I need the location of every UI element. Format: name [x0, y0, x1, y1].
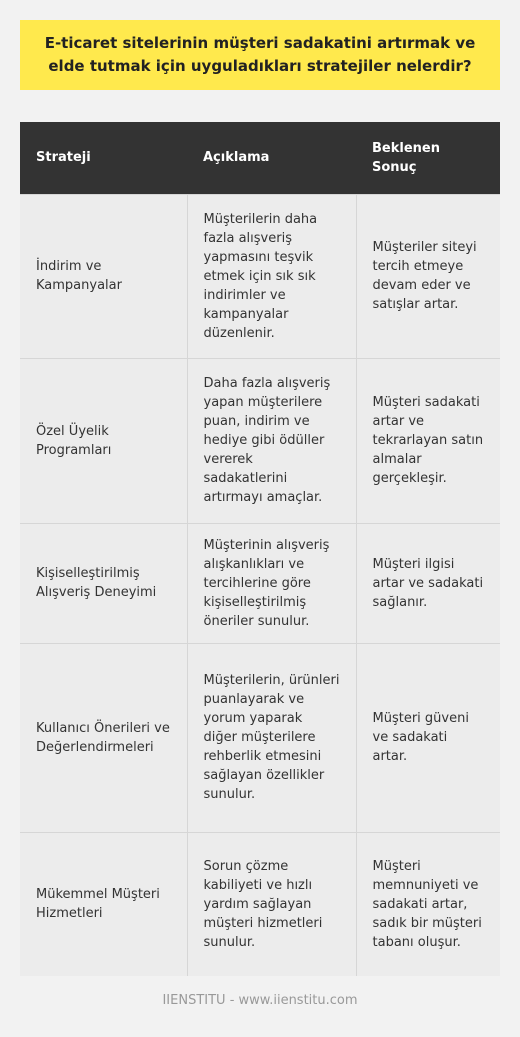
cell-result: Müşteri güveni ve sadakati artar. — [356, 643, 500, 832]
cell-result: Müşteri ilgisi artar ve sadakati sağlanır. — [356, 523, 500, 643]
cell-strategy: Mükemmel Müşteri Hizmetleri — [20, 832, 187, 976]
strategy-table — [20, 122, 500, 976]
table-row — [20, 832, 500, 976]
table-header-row — [20, 122, 500, 194]
cell-strategy: Kullanıcı Önerileri ve Değerlendirmeleri — [20, 643, 187, 832]
cell-description: Müşterilerin daha fazla alışveriş yapmasını teşvik etmek için sık sık indirimler ve kampanyalar düzenlenir. — [187, 194, 356, 358]
cell-result: Müşteri memnuniyeti ve sadakati artar, sadık bir müşteri tabanı oluşur. — [356, 832, 500, 976]
header-result: Beklenen Sonuç — [356, 122, 500, 194]
question-title: E-ticaret sitelerinin müşteri sadakatini artırmak ve elde tutmak için uyguladıkları stratejiler nelerdir? — [44, 34, 476, 75]
cell-strategy: Özel Üyelik Programları — [20, 358, 187, 523]
cell-description: Müşterinin alışveriş alışkanlıkları ve tercihlerine göre kişiselleştirilmiş öneriler sunulur. — [187, 523, 356, 643]
cell-result: Müşteriler siteyi tercih etmeye devam eder ve satışlar artar. — [356, 194, 500, 358]
question-banner — [20, 20, 500, 90]
table-row — [20, 194, 500, 358]
cell-strategy: Kişiselleştirilmiş Alışveriş Deneyimi — [20, 523, 187, 643]
footer-credit: IIENSTITU - www.iienstitu.com — [162, 993, 358, 1008]
cell-description: Müşterilerin, ürünleri puanlayarak ve yorum yaparak diğer müşterilere rehberlik etmesini sağlayan özellikler sunulur. — [187, 643, 356, 832]
header-description: Açıklama — [187, 122, 356, 194]
header-strategy: Strateji — [20, 122, 187, 194]
cell-result: Müşteri sadakati artar ve tekrarlayan satın almalar gerçekleşir. — [356, 358, 500, 523]
cell-description: Sorun çözme kabiliyeti ve hızlı yardım sağlayan müşteri hizmetleri sunulur. — [187, 832, 356, 976]
table-row — [20, 643, 500, 832]
cell-description: Daha fazla alışveriş yapan müşterilere puan, indirim ve hediye gibi ödüller vererek sadakatlerini artırmayı amaçlar. — [187, 358, 356, 523]
table-row — [20, 358, 500, 523]
table-row — [20, 523, 500, 643]
cell-strategy: İndirim ve Kampanyalar — [20, 194, 187, 358]
